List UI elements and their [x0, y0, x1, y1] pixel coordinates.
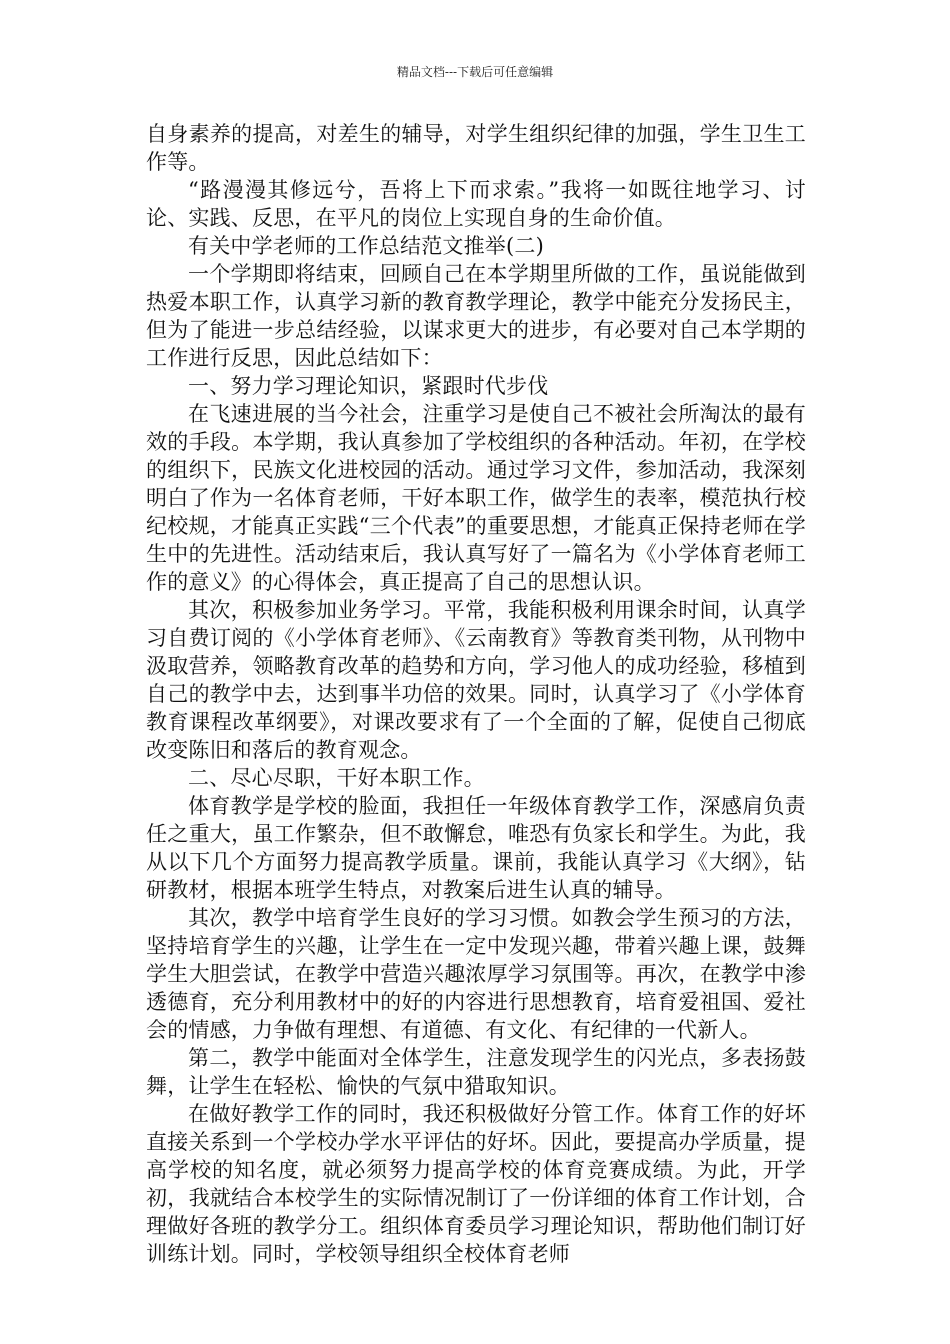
paragraph-11: 在做好教学工作的同时，我还积极做好分管工作。体育工作的好坏直接关系到一个学校办学水平评估的好坏。因此，要提高办学质量，提高学校的知名度，就必须努力提高学校的体育竞赛成绩。为此，开学初，我就结合本校学生的实际情况制订了一份详细的体育工作计划，合理做好各班的教学分工。组织体育委员学习理论知识，帮助他们制订好训练计划。同时，学校领导组织全校体育老师 [146, 1102, 806, 1266]
paragraph-10: 第二，教学中能面对全体学生，注意发现学生的闪光点，多表扬鼓舞，让学生在轻松、愉快的气氛中猎取知识。 [146, 1046, 806, 1098]
document-body [146, 120, 806, 1268]
paragraph-8: 体育教学是学校的脸面，我担任一年级体育教学工作，深感肩负责任之重大，虽工作繁杂，但不敢懈怠，唯恐有负家长和学生。为此，我从以下几个方面努力提高教学质量。课前，我能认真学习《大纲》，钻研教材，根据本班学生特点，对教案后进生认真的辅导。 [146, 794, 806, 902]
section-title: 有关中学老师的工作总结范文推举(二) [188, 234, 544, 258]
paragraph-5: 在飞速进展的当今社会，注重学习是使自己不被社会所淘汰的最有效的手段。本学期，我认真参加了学校组织的各种活动。年初，在学校的组织下，民族文化进校园的活动。通过学习文件，参加活动，我深刻明白了作为一名体育老师，干好本职工作，做学生的表率，模范执行校纪校规，才能真正实践“三个代表”的重要思想，才能真正保持老师在学生中的先进性。活动结束后，我认真写好了一篇名为《小学体育老师工作的意义》的心得体会，真正提高了自己的思想认识。 [146, 402, 806, 594]
heading-1: 一、努力学习理论知识，紧跟时代步伐 [188, 374, 549, 398]
paragraph-9: 其次，教学中培育学生良好的学习习惯。如教会学生预习的方法，坚持培育学生的兴趣，让学生在一定中发现兴趣，带着兴趣上课，鼓舞学生大胆尝试，在教学中营造兴趣浓厚学习氛围等。再次，在教学中渗透德育，充分利用教材中的好的内容进行思想教育，培育爱祖国、爱社会的情感，力争做有理想、有道德、有文化、有纪律的一代新人。 [146, 906, 806, 1042]
paragraph-6: 其次，积极参加业务学习。平常，我能积极利用课余时间，认真学习自费订阅的《小学体育老师》、《云南教育》等教育类刊物，从刊物中汲取营养，领略教育改革的趋势和方向，学习他人的成功经验，移植到自己的教学中去，达到事半功倍的效果。同时，认真学习了《小学体育教育课程改革纲要》，对课改要求有了一个全面的了解，促使自己彻底改变陈旧和落后的教育观念。 [146, 598, 806, 762]
page-header: 精品文档---下载后可任意编辑 [396, 65, 554, 79]
paragraph-1: 自身素养的提高，对差生的辅导，对学生组织纪律的加强，学生卫生工作等。 [146, 122, 806, 174]
paragraph-2: “路漫漫其修远兮，吾将上下而求索。”我将一如既往地学习、讨论、实践、反思，在平凡的岗位上实现自身的生命价值。 [146, 178, 806, 230]
heading-2: 二、尽心尽职，干好本职工作。 [188, 766, 485, 790]
paragraph-intro: 一个学期即将结束，回顾自己在本学期里所做的工作，虽说能做到热爱本职工作，认真学习新的教育教学理论，教学中能充分发扬民主，但为了能进一步总结经验，以谋求更大的进步，有必要对自己本学期的工作进行反思，因此总结如下： [146, 262, 806, 370]
